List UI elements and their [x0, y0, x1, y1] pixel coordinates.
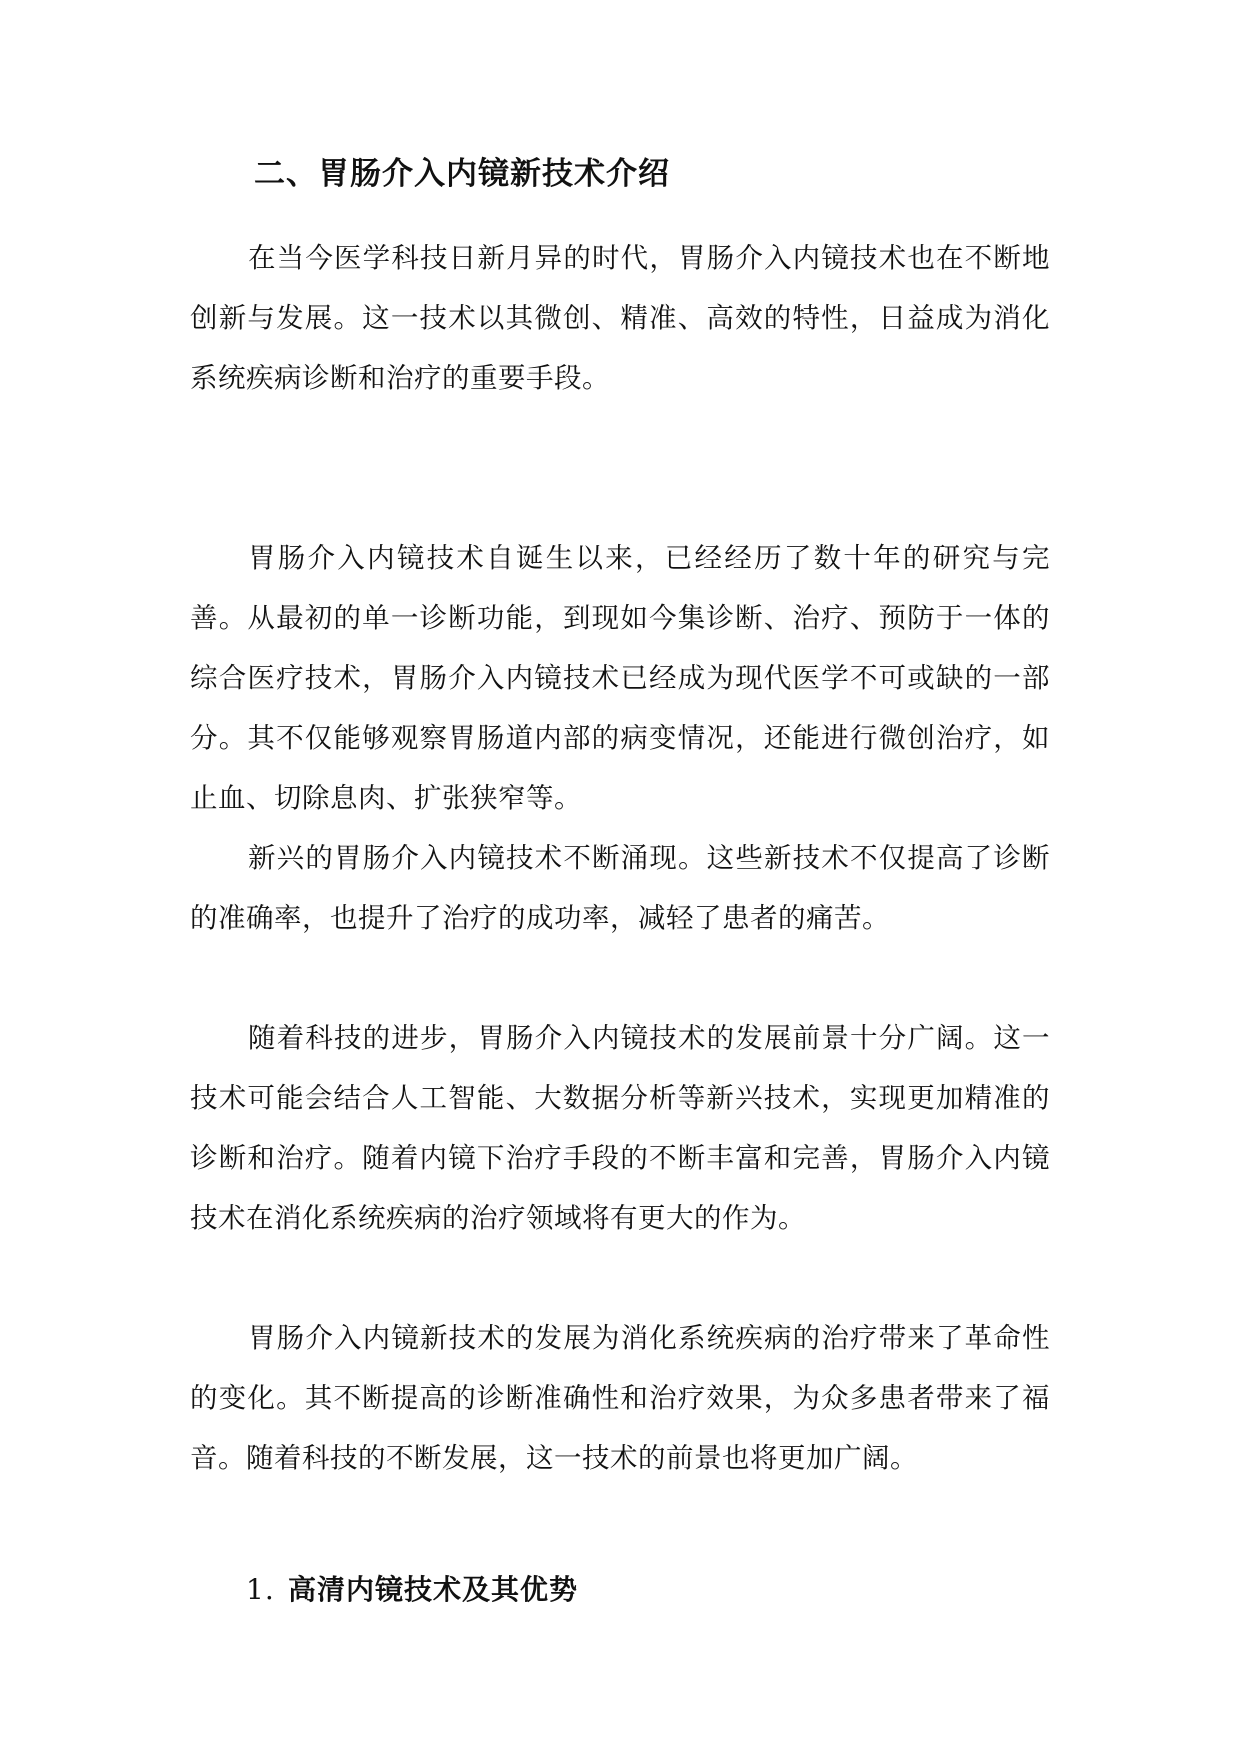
subsection-heading: [246, 1568, 578, 1612]
subsection-number: 1.: [246, 1573, 275, 1606]
paragraph-conclusion: 胃肠介入内镜新技术的发展为消化系统疾病的治疗带来了革命性的变化。其不断提高的诊断准确性和治疗效果，为众多患者带来了福音。随着科技的不断发展，这一技术的前景也将更加广阔。: [190, 1322, 1050, 1474]
paragraph-history: 胃肠介入内镜技术自诞生以来，已经经历了数十年的研究与完善。从最初的单一诊断功能，到现如今集诊断、治疗、预防于一体的综合医疗技术，胃肠介入内镜技术已经成为现代医学不可或缺的一部分。其不仅能够观察胃肠道内部的病变情况，还能进行微创治疗，如止血、切除息肉、扩张狭窄等。: [190, 542, 1050, 814]
paragraph-prospects: 随着科技的进步，胃肠介入内镜技术的发展前景十分广阔。这一技术可能会结合人工智能、大数据分析等新兴技术，实现更加精准的诊断和治疗。随着内镜下治疗手段的不断丰富和完善，胃肠介入内镜技术在消化系统疾病的治疗领域将有更大的作为。: [190, 1022, 1050, 1234]
paragraph-intro: 在当今医学科技日新月异的时代，胃肠介入内镜技术也在不断地创新与发展。这一技术以其微创、精准、高效的特性，日益成为消化系统疾病诊断和治疗的重要手段。: [190, 242, 1050, 394]
subsection-title: 高清内镜技术及其优势: [288, 1573, 579, 1606]
section-heading: 二、胃肠介入内镜新技术介绍: [254, 156, 670, 192]
paragraph-new-tech: 新兴的胃肠介入内镜技术不断涌现。这些新技术不仅提高了诊断的准确率，也提升了治疗的成功率，减轻了患者的痛苦。: [190, 842, 1050, 934]
